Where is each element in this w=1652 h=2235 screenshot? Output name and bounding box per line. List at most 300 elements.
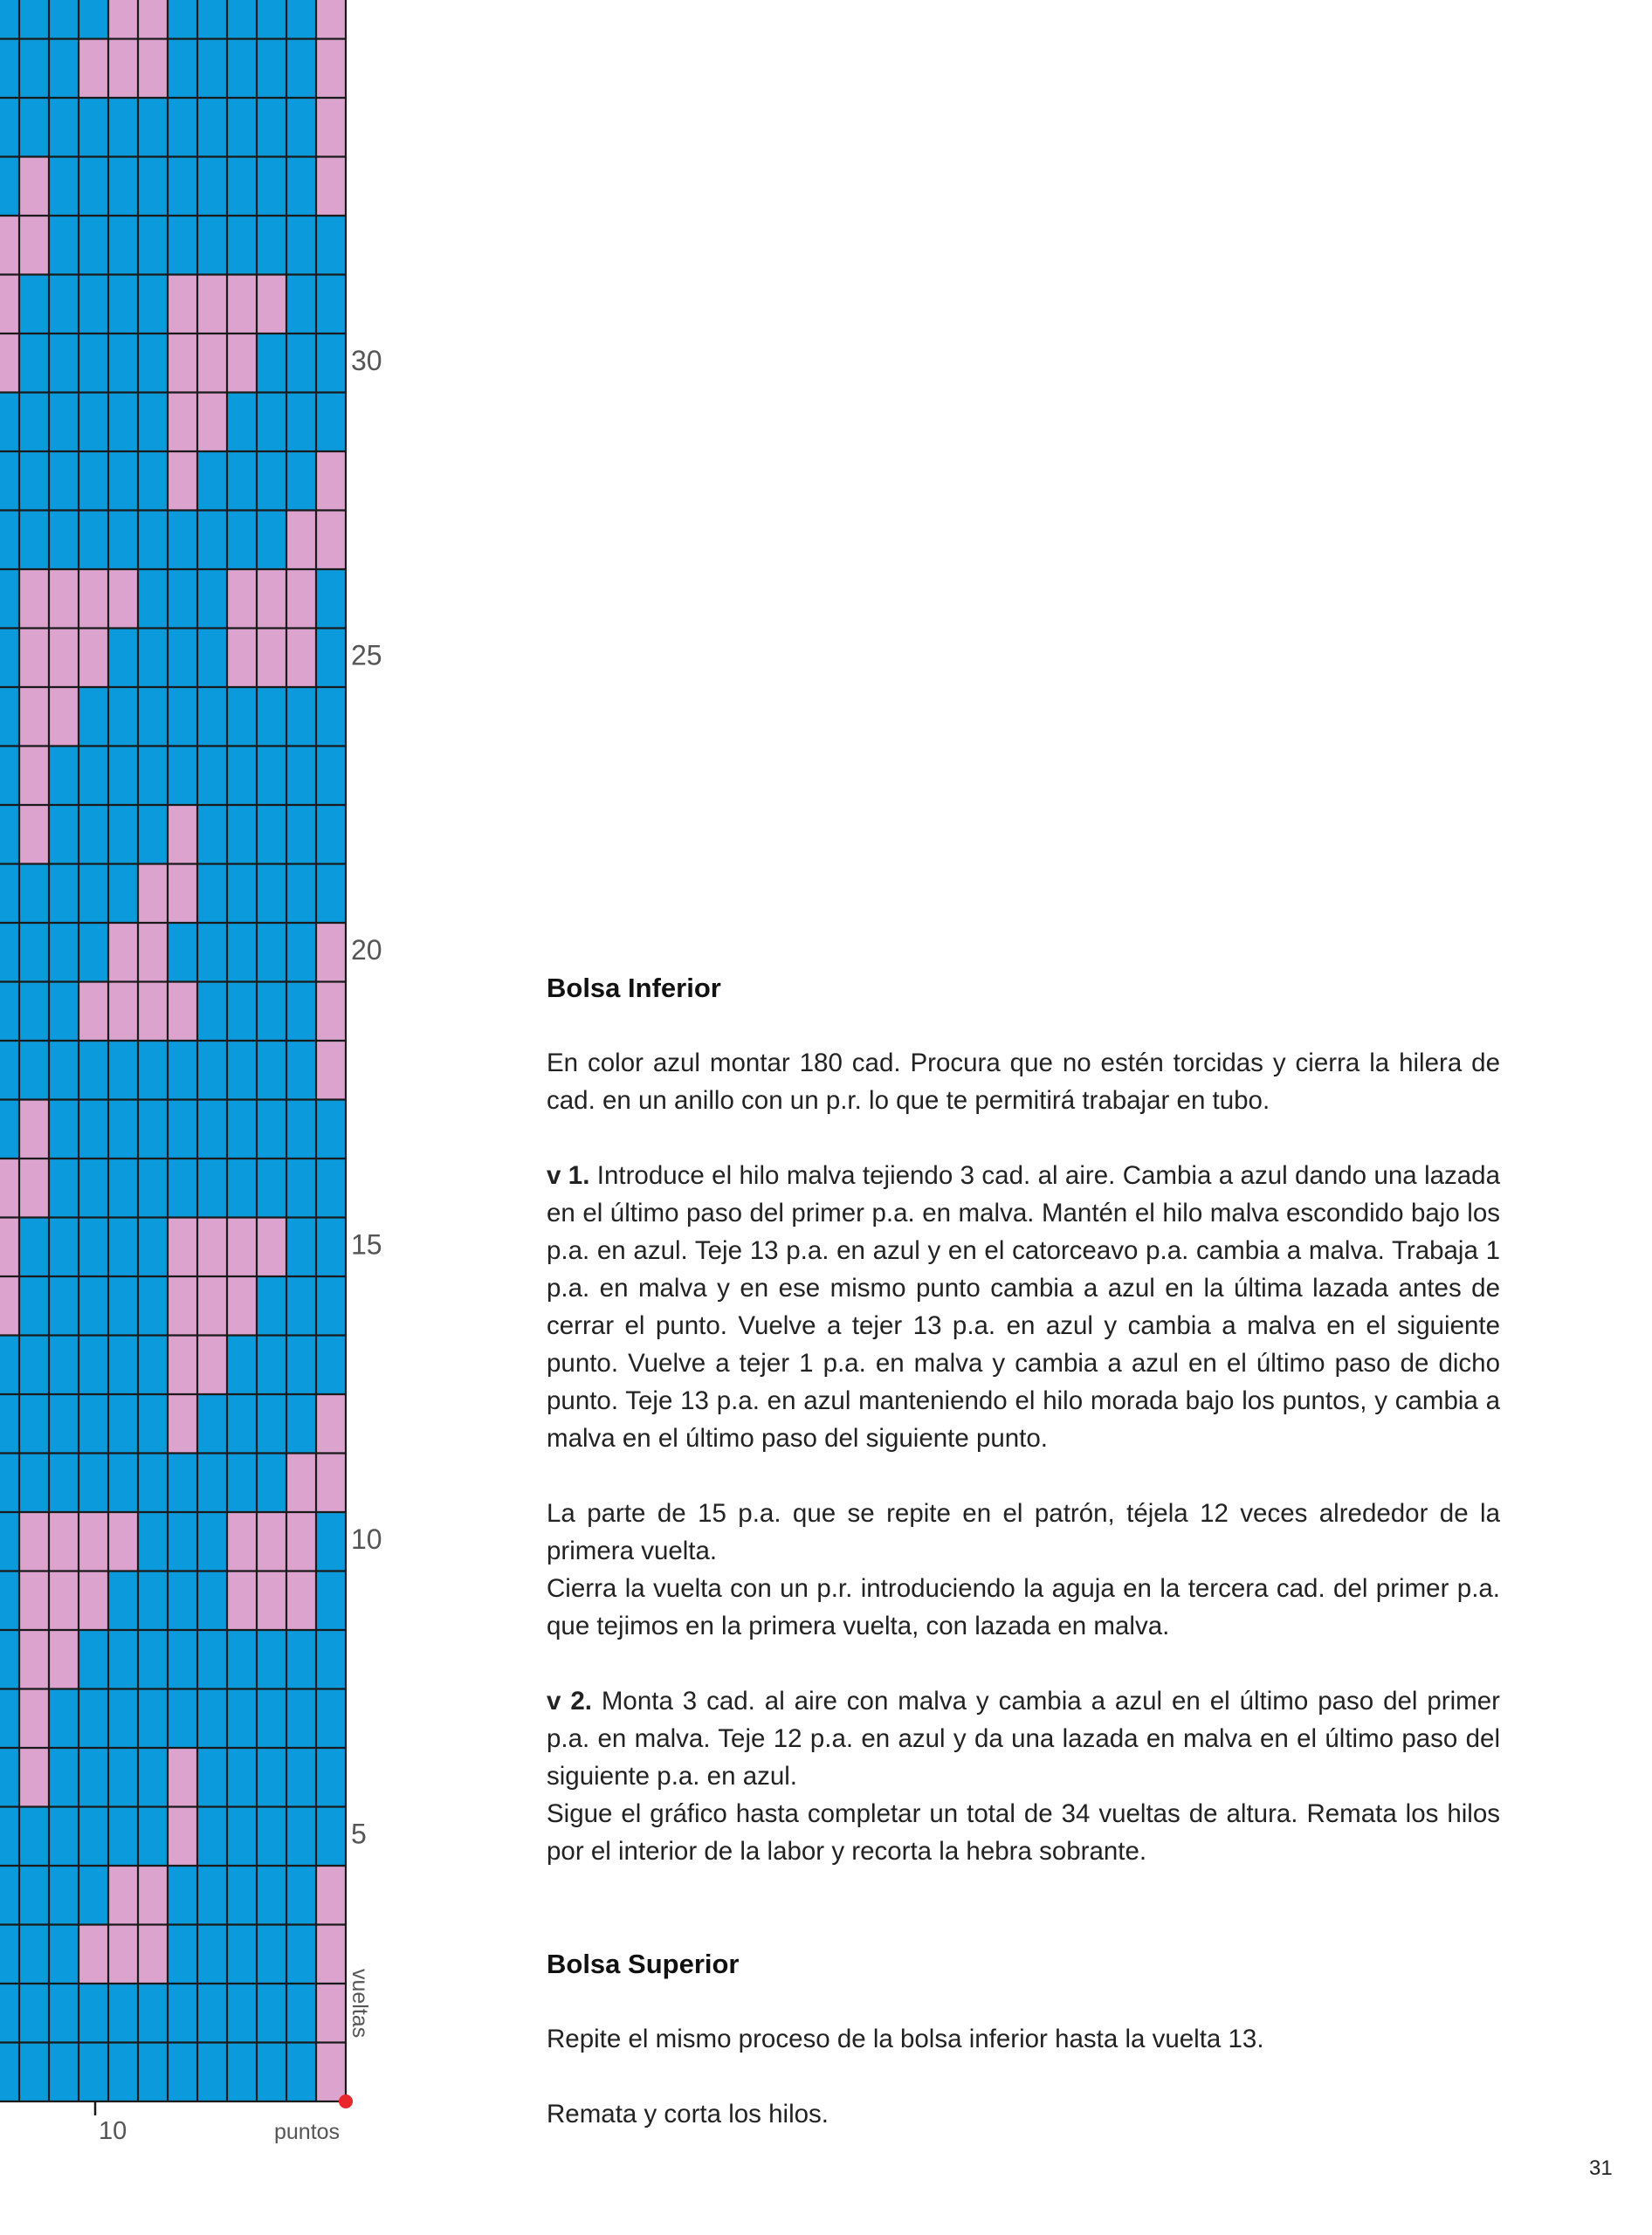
chart-cell-row-1-col-6 bbox=[138, 2043, 168, 2102]
chart-cell-row-21-col-7 bbox=[168, 864, 197, 924]
chart-cell-row-11-col-7 bbox=[168, 1454, 197, 1513]
chart-cell-row-32-col-7 bbox=[168, 216, 197, 275]
chart-cell-row-4-col-6 bbox=[138, 1866, 168, 1925]
chart-cell-row-6-col-5 bbox=[108, 1748, 138, 1807]
chart-cell-row-25-col-10 bbox=[257, 629, 286, 688]
chart-cell-row-36-col-4 bbox=[79, 0, 108, 39]
chart-cell-row-23-col-8 bbox=[197, 746, 227, 806]
chart-cell-row-15-col-2 bbox=[19, 1218, 49, 1277]
chart-cell-row-9-col-11 bbox=[286, 1571, 316, 1631]
chart-cell-row-10-col-5 bbox=[108, 1512, 138, 1571]
chart-cell-row-13-col-2 bbox=[19, 1336, 49, 1395]
chart-cell-row-18-col-4 bbox=[79, 1041, 108, 1100]
chart-cell-row-22-col-2 bbox=[19, 805, 49, 864]
chart-cell-row-8-col-9 bbox=[227, 1630, 257, 1689]
chart-cell-row-19-col-5 bbox=[108, 982, 138, 1042]
chart-cell-row-9-col-10 bbox=[257, 1571, 286, 1631]
chart-cell-row-20-col-2 bbox=[19, 923, 49, 982]
chart-cell-row-20-col-7 bbox=[168, 923, 197, 982]
chart-cell-row-10-col-3 bbox=[49, 1512, 79, 1571]
chart-cells bbox=[0, 0, 346, 2101]
chart-cell-row-34-col-7 bbox=[168, 98, 197, 157]
chart-cell-row-36-col-10 bbox=[257, 0, 286, 39]
chart-cell-row-30-col-12 bbox=[316, 334, 346, 393]
chart-cell-row-2-col-2 bbox=[19, 1984, 49, 2043]
chart-cell-row-1-col-12 bbox=[316, 2043, 346, 2102]
chart-cell-row-29-col-6 bbox=[138, 393, 168, 452]
chart-cell-row-11-col-2 bbox=[19, 1454, 49, 1513]
chart-cell-row-8-col-2 bbox=[19, 1630, 49, 1689]
chart-cell-row-29-col-10 bbox=[257, 393, 286, 452]
chart-cell-row-6-col-11 bbox=[286, 1748, 316, 1807]
chart-cell-row-16-col-5 bbox=[108, 1159, 138, 1218]
chart-cell-row-19-col-4 bbox=[79, 982, 108, 1042]
chart-cell-row-27-col-3 bbox=[49, 511, 79, 570]
chart-cell-row-31-col-8 bbox=[197, 275, 227, 334]
chart-cell-row-10-col-8 bbox=[197, 1512, 227, 1571]
chart-cell-row-14-col-12 bbox=[316, 1276, 346, 1336]
chart-cell-row-34-col-11 bbox=[286, 98, 316, 157]
chart-cell-row-29-col-8 bbox=[197, 393, 227, 452]
chart-cell-row-13-col-5 bbox=[108, 1336, 138, 1395]
chart-cell-row-13-col-7 bbox=[168, 1336, 197, 1395]
chart-cell-row-3-col-8 bbox=[197, 1925, 227, 1984]
chart-cell-row-14-col-9 bbox=[227, 1276, 257, 1336]
row-tick-label-30: 30 bbox=[351, 344, 382, 376]
chart-cell-row-18-col-11 bbox=[286, 1041, 316, 1100]
chart-cell-row-21-col-9 bbox=[227, 864, 257, 924]
chart-cell-row-30-col-9 bbox=[227, 334, 257, 393]
chart-cell-row-9-col-9 bbox=[227, 1571, 257, 1631]
chart-cell-row-15-col-8 bbox=[197, 1218, 227, 1277]
lower-bag-finish: Sigue el gráfico hasta completar un total de 34 vueltas de altura. Remata los hilos por el interior de la labor y recorta la hebra sobrante. bbox=[547, 1799, 1500, 1866]
chart-cell-row-25-col-5 bbox=[108, 629, 138, 688]
lower-bag-close-round: Cierra la vuelta con un p.r. introduciendo la aguja en la tercera cad. del primer p.a. que tejimos en la primera vuelta, con lazada en malva. bbox=[547, 1574, 1500, 1640]
chart-cell-row-4-col-8 bbox=[197, 1866, 227, 1925]
chart-cell-row-17-col-8 bbox=[197, 1100, 227, 1159]
chart-cell-row-11-col-6 bbox=[138, 1454, 168, 1513]
chart-cell-row-31-col-4 bbox=[79, 275, 108, 334]
chart-cell-row-15-col-4 bbox=[79, 1218, 108, 1277]
chart-cell-row-27-col-1 bbox=[0, 511, 19, 570]
chart-cell-row-4-col-12 bbox=[316, 1866, 346, 1925]
chart-cell-row-8-col-12 bbox=[316, 1630, 346, 1689]
chart-cell-row-23-col-6 bbox=[138, 746, 168, 806]
chart-cell-row-12-col-11 bbox=[286, 1394, 316, 1454]
chart-cell-row-20-col-4 bbox=[79, 923, 108, 982]
round-2-label: v 2. bbox=[547, 1687, 592, 1716]
chart-cell-row-21-col-2 bbox=[19, 864, 49, 924]
chart-cell-row-30-col-2 bbox=[19, 334, 49, 393]
chart-cell-row-3-col-9 bbox=[227, 1925, 257, 1984]
chart-cell-row-5-col-10 bbox=[257, 1807, 286, 1867]
chart-cell-row-20-col-3 bbox=[49, 923, 79, 982]
chart-cell-row-15-col-6 bbox=[138, 1218, 168, 1277]
chart-cell-row-16-col-10 bbox=[257, 1159, 286, 1218]
chart-cell-row-32-col-6 bbox=[138, 216, 168, 275]
chart-cell-row-27-col-5 bbox=[108, 511, 138, 570]
chart-cell-row-4-col-2 bbox=[19, 1866, 49, 1925]
chart-cell-row-24-col-5 bbox=[108, 687, 138, 746]
chart-cell-row-27-col-11 bbox=[286, 511, 316, 570]
row-tick-label-25: 25 bbox=[351, 639, 382, 671]
round-1-label: v 1. bbox=[547, 1161, 590, 1190]
chart-cell-row-5-col-12 bbox=[316, 1807, 346, 1867]
chart-cell-row-6-col-8 bbox=[197, 1748, 227, 1807]
chart-cell-row-26-col-6 bbox=[138, 569, 168, 629]
chart-cell-row-35-col-11 bbox=[286, 39, 316, 99]
chart-cell-row-3-col-7 bbox=[168, 1925, 197, 1984]
chart-cell-row-28-col-3 bbox=[49, 451, 79, 511]
chart-cell-row-14-col-5 bbox=[108, 1276, 138, 1336]
chart-cell-row-18-col-10 bbox=[257, 1041, 286, 1100]
chart-cell-row-9-col-8 bbox=[197, 1571, 227, 1631]
chart-cell-row-9-col-3 bbox=[49, 1571, 79, 1631]
chart-cell-row-7-col-9 bbox=[227, 1689, 257, 1749]
chart-cell-row-22-col-6 bbox=[138, 805, 168, 864]
chart-cell-row-6-col-4 bbox=[79, 1748, 108, 1807]
chart-cell-row-30-col-11 bbox=[286, 334, 316, 393]
chart-cell-row-33-col-7 bbox=[168, 157, 197, 217]
chart-cell-row-7-col-1 bbox=[0, 1689, 19, 1749]
chart-cell-row-22-col-12 bbox=[316, 805, 346, 864]
chart-cell-row-9-col-5 bbox=[108, 1571, 138, 1631]
chart-cell-row-34-col-6 bbox=[138, 98, 168, 157]
chart-cell-row-1-col-3 bbox=[49, 2043, 79, 2102]
chart-cell-row-20-col-12 bbox=[316, 923, 346, 982]
chart-cell-row-32-col-3 bbox=[49, 216, 79, 275]
chart-cell-row-15-col-5 bbox=[108, 1218, 138, 1277]
chart-cell-row-35-col-6 bbox=[138, 39, 168, 99]
chart-cell-row-35-col-5 bbox=[108, 39, 138, 99]
chart-cell-row-17-col-3 bbox=[49, 1100, 79, 1159]
chart-cell-row-36-col-2 bbox=[19, 0, 49, 39]
chart-cell-row-15-col-11 bbox=[286, 1218, 316, 1277]
chart-cell-row-36-col-3 bbox=[49, 0, 79, 39]
chart-cell-row-34-col-10 bbox=[257, 98, 286, 157]
chart-cell-row-4-col-4 bbox=[79, 1866, 108, 1925]
chart-cell-row-31-col-11 bbox=[286, 275, 316, 334]
chart-cell-row-28-col-9 bbox=[227, 451, 257, 511]
chart-cell-row-8-col-4 bbox=[79, 1630, 108, 1689]
chart-cell-row-21-col-1 bbox=[0, 864, 19, 924]
chart-cell-row-7-col-12 bbox=[316, 1689, 346, 1749]
chart-cell-row-36-col-6 bbox=[138, 0, 168, 39]
chart-cell-row-12-col-5 bbox=[108, 1394, 138, 1454]
chart-cell-row-9-col-12 bbox=[316, 1571, 346, 1631]
chart-cell-row-19-col-1 bbox=[0, 982, 19, 1042]
chart-cell-row-5-col-4 bbox=[79, 1807, 108, 1867]
chart-cell-row-1-col-7 bbox=[168, 2043, 197, 2102]
chart-cell-row-28-col-11 bbox=[286, 451, 316, 511]
chart-cell-row-24-col-1 bbox=[0, 687, 19, 746]
round-2-text: Monta 3 cad. al aire con malva y cambia a azul en el último paso del primer p.a. en malva. Teje 12 p.a. en azul y da una lazada en malva en el último paso del siguiente p.a. en azul. bbox=[547, 1687, 1500, 1791]
chart-cell-row-29-col-11 bbox=[286, 393, 316, 452]
chart-cell-row-9-col-1 bbox=[0, 1571, 19, 1631]
chart-cell-row-15-col-9 bbox=[227, 1218, 257, 1277]
chart-cell-row-13-col-8 bbox=[197, 1336, 227, 1395]
chart-cell-row-23-col-11 bbox=[286, 746, 316, 806]
chart-cell-row-28-col-2 bbox=[19, 451, 49, 511]
start-point-dot bbox=[339, 2094, 353, 2108]
chart-cell-row-1-col-11 bbox=[286, 2043, 316, 2102]
chart-cell-row-19-col-11 bbox=[286, 982, 316, 1042]
chart-cell-row-10-col-11 bbox=[286, 1512, 316, 1571]
chart-cell-row-7-col-2 bbox=[19, 1689, 49, 1749]
chart-cell-row-10-col-1 bbox=[0, 1512, 19, 1571]
chart-cell-row-5-col-3 bbox=[49, 1807, 79, 1867]
chart-cell-row-21-col-5 bbox=[108, 864, 138, 924]
chart-cell-row-3-col-2 bbox=[19, 1925, 49, 1984]
chart-cell-row-1-col-9 bbox=[227, 2043, 257, 2102]
chart-cell-row-16-col-8 bbox=[197, 1159, 227, 1218]
chart-cell-row-8-col-1 bbox=[0, 1630, 19, 1689]
chart-cell-row-16-col-4 bbox=[79, 1159, 108, 1218]
chart-cell-row-34-col-5 bbox=[108, 98, 138, 157]
lower-bag-round-1 bbox=[547, 1157, 1500, 1457]
chart-cell-row-25-col-9 bbox=[227, 629, 257, 688]
chart-cell-row-35-col-8 bbox=[197, 39, 227, 99]
chart-cell-row-14-col-2 bbox=[19, 1276, 49, 1336]
chart-cell-row-31-col-1 bbox=[0, 275, 19, 334]
chart-cell-row-2-col-8 bbox=[197, 1984, 227, 2043]
chart-cell-row-16-col-6 bbox=[138, 1159, 168, 1218]
chart-cell-row-9-col-4 bbox=[79, 1571, 108, 1631]
chart-cell-row-33-col-2 bbox=[19, 157, 49, 217]
chart-cell-row-26-col-12 bbox=[316, 569, 346, 629]
chart-cell-row-27-col-6 bbox=[138, 511, 168, 570]
chart-cell-row-23-col-9 bbox=[227, 746, 257, 806]
chart-cell-row-33-col-5 bbox=[108, 157, 138, 217]
chart-cell-row-25-col-3 bbox=[49, 629, 79, 688]
chart-cell-row-6-col-9 bbox=[227, 1748, 257, 1807]
chart-cell-row-24-col-7 bbox=[168, 687, 197, 746]
chart-cell-row-29-col-1 bbox=[0, 393, 19, 452]
chart-cell-row-35-col-7 bbox=[168, 39, 197, 99]
chart-cell-row-7-col-10 bbox=[257, 1689, 286, 1749]
chart-cell-row-19-col-6 bbox=[138, 982, 168, 1042]
chart-cell-row-15-col-10 bbox=[257, 1218, 286, 1277]
chart-cell-row-18-col-2 bbox=[19, 1041, 49, 1100]
chart-cell-row-17-col-9 bbox=[227, 1100, 257, 1159]
chart-cell-row-6-col-7 bbox=[168, 1748, 197, 1807]
chart-cell-row-23-col-4 bbox=[79, 746, 108, 806]
chart-cell-row-33-col-3 bbox=[49, 157, 79, 217]
chart-cell-row-5-col-7 bbox=[168, 1807, 197, 1867]
chart-cell-row-30-col-5 bbox=[108, 334, 138, 393]
chart-cell-row-34-col-3 bbox=[49, 98, 79, 157]
chart-cell-row-1-col-10 bbox=[257, 2043, 286, 2102]
column-axis-label: puntos bbox=[274, 2120, 341, 2144]
chart-cell-row-33-col-4 bbox=[79, 157, 108, 217]
chart-cell-row-19-col-7 bbox=[168, 982, 197, 1042]
chart-cell-row-12-col-4 bbox=[79, 1394, 108, 1454]
chart-cell-row-35-col-9 bbox=[227, 39, 257, 99]
chart-cell-row-4-col-11 bbox=[286, 1866, 316, 1925]
chart-cell-row-23-col-5 bbox=[108, 746, 138, 806]
chart-cell-row-14-col-3 bbox=[49, 1276, 79, 1336]
chart-cell-row-3-col-1 bbox=[0, 1925, 19, 1984]
chart-cell-row-1-col-4 bbox=[79, 2043, 108, 2102]
chart-cell-row-28-col-12 bbox=[316, 451, 346, 511]
chart-cell-row-6-col-3 bbox=[49, 1748, 79, 1807]
chart-cell-row-18-col-8 bbox=[197, 1041, 227, 1100]
chart-cell-row-14-col-6 bbox=[138, 1276, 168, 1336]
chart-cell-row-25-col-1 bbox=[0, 629, 19, 688]
chart-cell-row-27-col-4 bbox=[79, 511, 108, 570]
chart-cell-row-21-col-8 bbox=[197, 864, 227, 924]
chart-cell-row-33-col-12 bbox=[316, 157, 346, 217]
chart-cell-row-19-col-12 bbox=[316, 982, 346, 1042]
chart-cell-row-31-col-7 bbox=[168, 275, 197, 334]
chart-cell-row-16-col-7 bbox=[168, 1159, 197, 1218]
chart-cell-row-19-col-9 bbox=[227, 982, 257, 1042]
chart-cell-row-12-col-12 bbox=[316, 1394, 346, 1454]
chart-cell-row-4-col-10 bbox=[257, 1866, 286, 1925]
chart-cell-row-10-col-4 bbox=[79, 1512, 108, 1571]
chart-cell-row-30-col-7 bbox=[168, 334, 197, 393]
chart-cell-row-5-col-5 bbox=[108, 1807, 138, 1867]
chart-cell-row-32-col-2 bbox=[19, 216, 49, 275]
chart-cell-row-17-col-11 bbox=[286, 1100, 316, 1159]
chart-cell-row-7-col-4 bbox=[79, 1689, 108, 1749]
chart-cell-row-35-col-2 bbox=[19, 39, 49, 99]
chart-cell-row-36-col-1 bbox=[0, 0, 19, 39]
chart-cell-row-5-col-9 bbox=[227, 1807, 257, 1867]
chart-cell-row-11-col-5 bbox=[108, 1454, 138, 1513]
chart-cell-row-3-col-10 bbox=[257, 1925, 286, 1984]
chart-cell-row-21-col-10 bbox=[257, 864, 286, 924]
chart-cell-row-2-col-1 bbox=[0, 1984, 19, 2043]
chart-cell-row-32-col-5 bbox=[108, 216, 138, 275]
chart-cell-row-36-col-9 bbox=[227, 0, 257, 39]
chart-cell-row-15-col-3 bbox=[49, 1218, 79, 1277]
chart-cell-row-8-col-10 bbox=[257, 1630, 286, 1689]
chart-cell-row-22-col-4 bbox=[79, 805, 108, 864]
chart-cell-row-26-col-2 bbox=[19, 569, 49, 629]
chart-cell-row-18-col-12 bbox=[316, 1041, 346, 1100]
chart-cell-row-20-col-9 bbox=[227, 923, 257, 982]
chart-cell-row-24-col-12 bbox=[316, 687, 346, 746]
chart-cell-row-34-col-4 bbox=[79, 98, 108, 157]
chart-cell-row-33-col-1 bbox=[0, 157, 19, 217]
chart-cell-row-26-col-3 bbox=[49, 569, 79, 629]
chart-cell-row-29-col-3 bbox=[49, 393, 79, 452]
chart-cell-row-7-col-3 bbox=[49, 1689, 79, 1749]
chart-cell-row-2-col-10 bbox=[257, 1984, 286, 2043]
chart-cell-row-33-col-6 bbox=[138, 157, 168, 217]
chart-cell-row-36-col-5 bbox=[108, 0, 138, 39]
chart-cell-row-29-col-9 bbox=[227, 393, 257, 452]
chart-cell-row-4-col-7 bbox=[168, 1866, 197, 1925]
row-tick-label-5: 5 bbox=[351, 1818, 367, 1850]
chart-cell-row-17-col-7 bbox=[168, 1100, 197, 1159]
chart-cell-row-27-col-12 bbox=[316, 511, 346, 570]
chart-cell-row-20-col-1 bbox=[0, 923, 19, 982]
chart-cell-row-22-col-5 bbox=[108, 805, 138, 864]
chart-cell-row-36-col-7 bbox=[168, 0, 197, 39]
chart-cell-row-13-col-12 bbox=[316, 1336, 346, 1395]
chart-cell-row-25-col-2 bbox=[19, 629, 49, 688]
chart-cell-row-13-col-11 bbox=[286, 1336, 316, 1395]
chart-cell-row-9-col-6 bbox=[138, 1571, 168, 1631]
chart-cell-row-10-col-10 bbox=[257, 1512, 286, 1571]
row-axis-label: vueltas bbox=[348, 1969, 372, 2039]
chart-cell-row-14-col-10 bbox=[257, 1276, 286, 1336]
chart-cell-row-21-col-4 bbox=[79, 864, 108, 924]
chart-cell-row-25-col-6 bbox=[138, 629, 168, 688]
chart-cell-row-6-col-1 bbox=[0, 1748, 19, 1807]
chart-cell-row-33-col-10 bbox=[257, 157, 286, 217]
chart-cell-row-33-col-8 bbox=[197, 157, 227, 217]
chart-cell-row-12-col-8 bbox=[197, 1394, 227, 1454]
chart-cell-row-13-col-10 bbox=[257, 1336, 286, 1395]
chart-cell-row-29-col-4 bbox=[79, 393, 108, 452]
chart-cell-row-22-col-3 bbox=[49, 805, 79, 864]
chart-cell-row-14-col-11 bbox=[286, 1276, 316, 1336]
chart-cell-row-31-col-2 bbox=[19, 275, 49, 334]
chart-cell-row-2-col-9 bbox=[227, 1984, 257, 2043]
chart-cell-row-30-col-6 bbox=[138, 334, 168, 393]
chart-cell-row-18-col-7 bbox=[168, 1041, 197, 1100]
chart-cell-row-18-col-9 bbox=[227, 1041, 257, 1100]
chart-cell-row-8-col-11 bbox=[286, 1630, 316, 1689]
chart-cell-row-22-col-7 bbox=[168, 805, 197, 864]
chart-cell-row-32-col-9 bbox=[227, 216, 257, 275]
chart-cell-row-12-col-9 bbox=[227, 1394, 257, 1454]
chart-cell-row-35-col-12 bbox=[316, 39, 346, 99]
chart-cell-row-33-col-9 bbox=[227, 157, 257, 217]
chart-cell-row-34-col-2 bbox=[19, 98, 49, 157]
chart-cell-row-21-col-6 bbox=[138, 864, 168, 924]
chart-cell-row-3-col-12 bbox=[316, 1925, 346, 1984]
chart-cell-row-26-col-4 bbox=[79, 569, 108, 629]
lower-bag-repeat-note: La parte de 15 p.a. que se repite en el patrón, téjela 12 veces alrededor de la primera vuelta. bbox=[547, 1499, 1500, 1565]
chart-cell-row-35-col-4 bbox=[79, 39, 108, 99]
chart-cell-row-17-col-5 bbox=[108, 1100, 138, 1159]
chart-cell-row-16-col-12 bbox=[316, 1159, 346, 1218]
chart-cell-row-12-col-10 bbox=[257, 1394, 286, 1454]
chart-cell-row-26-col-10 bbox=[257, 569, 286, 629]
lower-bag-intro: En color azul montar 180 cad. Procura que no estén torcidas y cierra la hilera de cad. en un anillo con un p.r. lo que te permitirá trabajar en tubo. bbox=[547, 1049, 1500, 1115]
chart-cell-row-12-col-1 bbox=[0, 1394, 19, 1454]
chart-cell-row-36-col-11 bbox=[286, 0, 316, 39]
chart-cell-row-6-col-2 bbox=[19, 1748, 49, 1807]
chart-cell-row-34-col-9 bbox=[227, 98, 257, 157]
chart-cell-row-12-col-7 bbox=[168, 1394, 197, 1454]
chart-cell-row-32-col-12 bbox=[316, 216, 346, 275]
chart-cell-row-29-col-5 bbox=[108, 393, 138, 452]
row-tick-label-20: 20 bbox=[351, 933, 382, 966]
chart-cell-row-22-col-10 bbox=[257, 805, 286, 864]
chart-cell-row-36-col-8 bbox=[197, 0, 227, 39]
chart-cell-row-21-col-3 bbox=[49, 864, 79, 924]
chart-cell-row-24-col-4 bbox=[79, 687, 108, 746]
chart-cell-row-4-col-9 bbox=[227, 1866, 257, 1925]
chart-cell-row-7-col-5 bbox=[108, 1689, 138, 1749]
chart-cell-row-31-col-10 bbox=[257, 275, 286, 334]
chart-cell-row-13-col-6 bbox=[138, 1336, 168, 1395]
chart-cell-row-14-col-1 bbox=[0, 1276, 19, 1336]
upper-bag-heading: Bolsa Superior bbox=[547, 1949, 740, 1979]
chart-cell-row-26-col-1 bbox=[0, 569, 19, 629]
row-tick-label-15: 15 bbox=[351, 1228, 382, 1261]
chart-cell-row-36-col-12 bbox=[316, 0, 346, 39]
chart-cell-row-8-col-5 bbox=[108, 1630, 138, 1689]
chart-cell-row-1-col-5 bbox=[108, 2043, 138, 2102]
page-number: 31 bbox=[1589, 2156, 1613, 2180]
chart-cell-row-30-col-10 bbox=[257, 334, 286, 393]
